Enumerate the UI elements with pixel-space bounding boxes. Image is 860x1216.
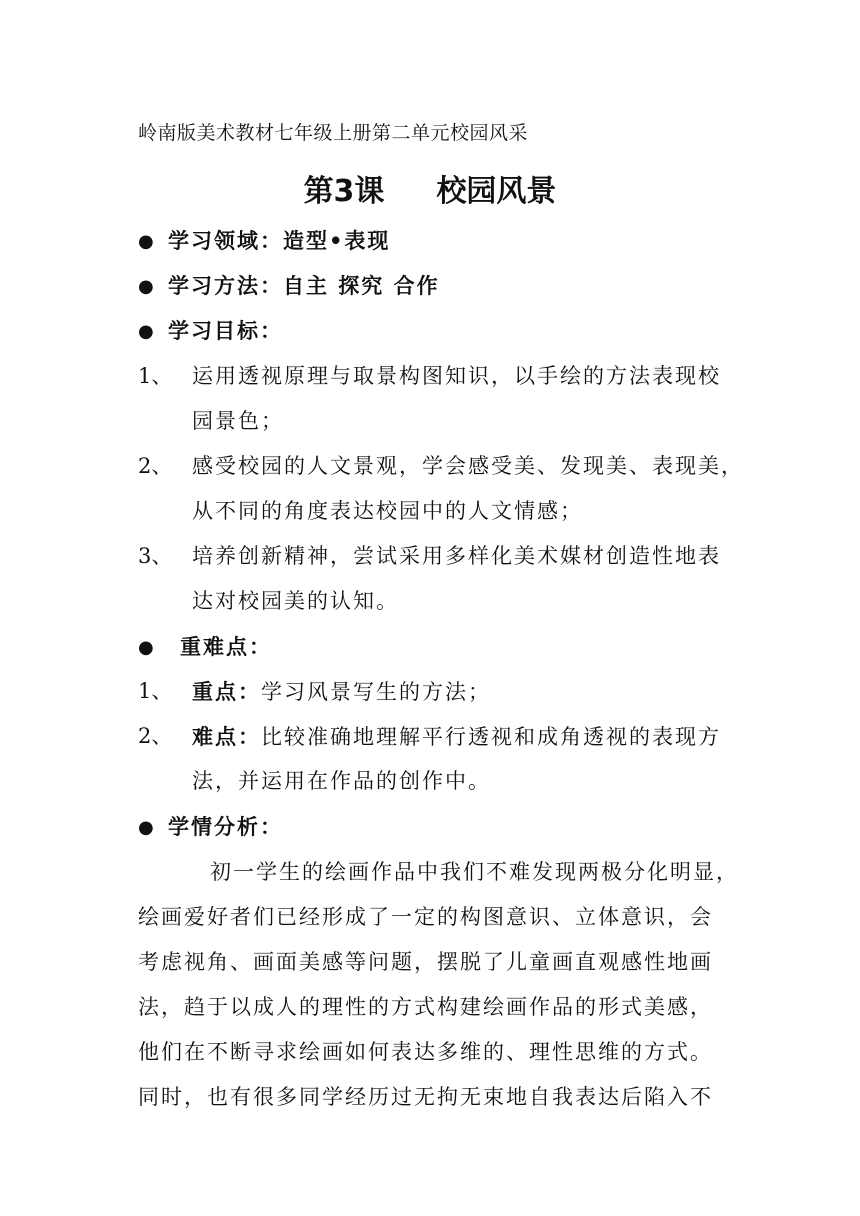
difficulty-text-2: 法，并运用在作品的创作中。 [192,769,491,793]
method-value: 自主 探究 合作 [283,273,440,298]
bullet-icon: ● [138,637,154,658]
key-point-term: 重点： [192,679,261,704]
key-label: 重难点： [180,634,272,659]
analysis-line-2: 绘画爱好者们已经形成了一定的构图意识、立体意识，会 [138,905,713,929]
difficulty-text-1: 比较准确地理解平行透视和成角透视的表现方 [261,725,721,749]
analysis-line-3: 考虑视角、画面美感等问题，摆脱了儿童画直观感性地画 [138,950,713,974]
goal-3-line-2: 达对校园美的认知。 [192,589,399,613]
method-row [168,275,440,296]
goal-2-line-1: 感受校园的人文景观，学会感受美、发现美、表现美， [192,454,744,478]
bullet-icon: ● [138,231,154,252]
field-row [168,230,390,251]
field-value: 造型•表现 [283,228,391,253]
analysis-line-1: 初一学生的绘画作品中我们不难发现两极分化明显， [210,860,739,884]
analysis-line-5: 他们在不断寻求绘画如何表达多维的、理性思维的方式。 [138,1040,713,1064]
textbook-subtitle: 岭南版美术教材七年级上册第二单元校园风采 [138,122,529,144]
analysis-line-4: 法，趋于以成人的理性的方式构建绘画作品的形式美感， [138,995,713,1019]
bullet-icon: ● [138,321,154,342]
lesson-title [0,166,860,210]
list-number: 2、 [138,724,173,748]
bullet-icon: ● [138,817,154,838]
list-number: 2、 [138,454,173,478]
list-number: 1、 [138,679,173,703]
goal-2-line-2: 从不同的角度表达校园中的人文情感； [192,499,583,523]
difficulty-row [192,726,721,748]
goals-label: 学习目标： [168,318,283,343]
analysis-label: 学情分析： [168,814,283,839]
lesson-name: 校园风景 [436,174,557,209]
key-point-text: 学习风景写生的方法； [261,680,491,704]
key-point-row [192,681,491,703]
goal-3-line-1: 培养创新精神，尝试采用多样化美术媒材创造性地表 [192,544,721,568]
method-label: 学习方法： [168,273,283,298]
bullet-icon: ● [138,276,154,297]
analysis-line-6: 同时，也有很多同学经历过无拘无束地自我表达后陷入不 [138,1085,713,1109]
goal-1-line-1: 运用透视原理与取景构图知识，以手绘的方法表现校 [192,364,721,388]
list-number: 1、 [138,364,173,388]
lesson-number: 第3课 [303,174,385,209]
goal-1-line-2: 园景色； [192,409,284,433]
field-label: 学习领域： [168,228,283,253]
list-number: 3、 [138,544,173,568]
difficulty-term: 难点： [192,724,261,749]
